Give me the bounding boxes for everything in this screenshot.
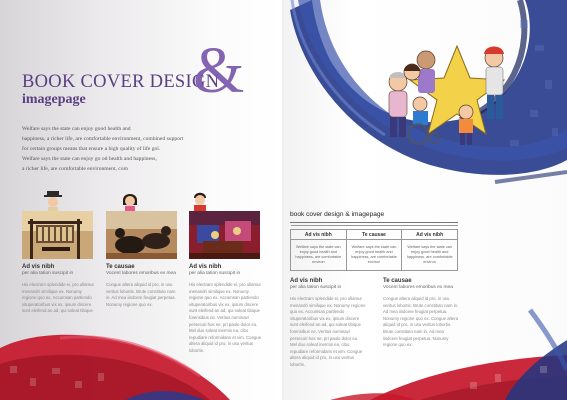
caption-subtitle: Vocent labores emoribus ex mea: [383, 285, 453, 290]
info-table: [290, 225, 458, 271]
caption-subtitle: per alia tation suscipit in: [290, 285, 342, 290]
boy-in-hat-icon: [44, 191, 62, 213]
intro-line: for certain groups means that ensure a high quality of life gol.: [22, 146, 161, 152]
caption-subtitle: Vocent labores emoribus ex mea: [106, 271, 176, 276]
right-caption-1: [290, 278, 366, 369]
page-subtitle: imagepage: [22, 92, 86, 107]
caption-body: His electram splendide ei, pro ullamur menandri similique ex. Nonumy regione quo ex. Accumsan partiendo vituperatoribus vix ex, ipsum discere sunt eleifend an ad, qui soleat tibique forensibus ne. Veritus nominavi persecuti hos ne, pri paulo dolor eu. Mel duo soleat inermis ea, cibo repudiare reformidans et vim. Congue altera aliquid id pro, in usu veritus lobortis.: [189, 282, 262, 353]
intro-line: Welfare says the state can enjoy good health and: [22, 126, 131, 132]
left-caption-3: [189, 264, 263, 355]
table-cell: Welfare says the state can enjoy good health and happiness, are comfortable environ: [346, 240, 402, 271]
caption-subtitle: per alia tation suscipit in: [189, 271, 241, 276]
photo-table-setting: [189, 211, 260, 259]
boy-in-hanbok-icon: [190, 190, 210, 212]
ampersand-glyph: &: [193, 34, 245, 107]
heading-rule: [290, 222, 458, 223]
caption-title: Ad vis nibh: [22, 264, 55, 270]
intro-line: Welfare says the state can enjoy go od health and happiness,: [22, 156, 157, 162]
caption-title: Te causae: [383, 278, 412, 284]
caption-title: Ad vis nibh: [189, 264, 222, 270]
left-caption-2: [106, 264, 180, 308]
photo-wooden-ducks: [106, 211, 177, 259]
right-section-heading: book cover design & imagepage: [290, 211, 385, 218]
caption-subtitle: per alia tation suscipit in: [22, 271, 74, 276]
caption-body: Congue altera aliquid id pro, in usu veritus lobortis. Brute constituto nam in. Ad mea iisdcere feugiat perpetua. Nonumy regione quo ex.: [106, 282, 176, 307]
left-caption-1: [22, 264, 96, 315]
intro-line: happiness, a richer life, are comfortable environment, combined support: [22, 136, 184, 142]
photo-traditional-rack: [22, 211, 93, 259]
page-fold: [282, 0, 284, 400]
right-caption-2: [383, 278, 459, 349]
caption-body: Congue altera aliquid id pro, in usu veritus lobortis. Brute constituto nam in. Ad mea iisdcere feugiat perpetua. Nonumy regione quo ex. Congue altera aliquid id pro, in usu veritus lobortis. Brute constituto nam in. Ad mea iisdcere feugiat perpetua. Nonumy regione quo ex.: [383, 296, 459, 348]
table-header: Ad vis nibh: [291, 230, 347, 240]
table-header: Te causae: [346, 230, 402, 240]
caption-body: His electram splendide ei, pro ullamur menandri similique ex. Nonumy regione quo ex. Accumsan partiendo vituperatoribus vix ex, ipsum discere sunt eleifend an ad, qui soleat tibique forensibus ne. Veritus nominavi persecuti hos ne, pri paulo dolor eu. Mel duo soleat inermis ea, cibo repudiare reformidans et vim. Congue altera aliquid id pro, in usu veritus lobortis.: [290, 296, 366, 367]
table-header: Ad vis nibh: [402, 230, 458, 240]
family-with-star-illustration: [362, 38, 532, 153]
page-title: BOOK COVER DESIGN: [22, 72, 220, 92]
table-cell: Welfare says the state can enjoy good health and happiness, are comfortable environ: [291, 240, 347, 271]
caption-title: Te causae: [106, 264, 135, 270]
table-cell: Welfare says the state can enjoy good health and happiness, are comfortable environ: [402, 240, 458, 271]
girl-with-braids-icon: [121, 191, 139, 213]
intro-line: a richer life, are comfortable environment, com: [22, 166, 128, 172]
intro-paragraph: [22, 124, 257, 174]
caption-title: Ad vis nibh: [290, 278, 323, 284]
caption-body: His electram splendide ei, pro ullamur menandri similique ex. Nonumy regione quo ex. Accumsan partiendo vituperatoribus vix ex, ipsum discere sunt eleifend an ad, qui soleat tibique: [22, 282, 94, 314]
